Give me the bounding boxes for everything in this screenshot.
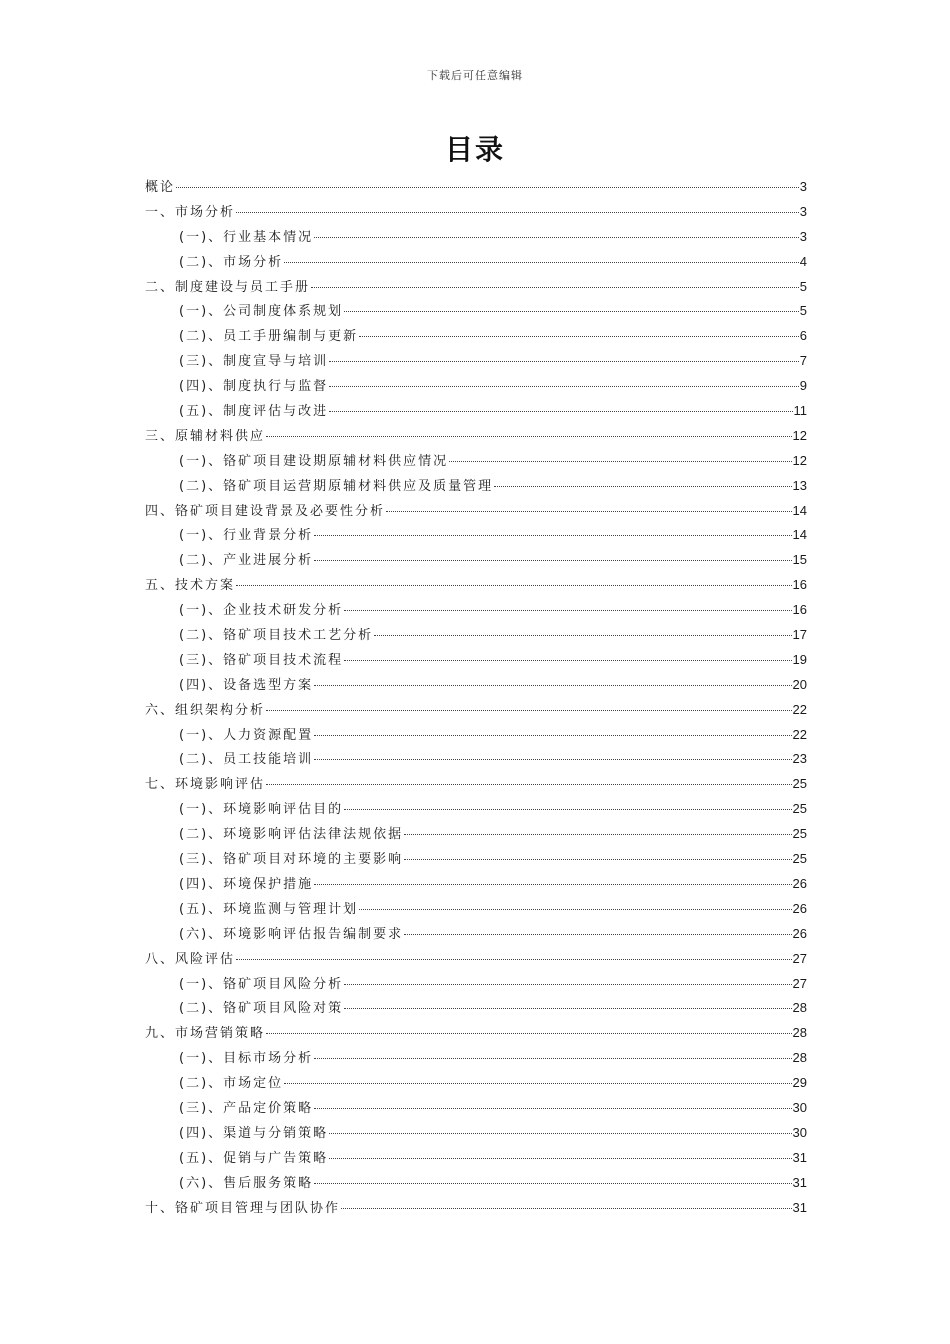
toc-dot-leader xyxy=(314,685,791,686)
toc-entry[interactable] xyxy=(145,749,807,774)
toc-entry[interactable] xyxy=(145,426,807,451)
toc-dot-leader xyxy=(386,511,792,512)
toc-entry-label: (六)、环境影响评估报告编制要求 xyxy=(179,926,404,942)
toc-entry[interactable] xyxy=(145,575,807,600)
toc-dot-leader xyxy=(374,635,791,636)
toc-entry-label: (一)、目标市场分析 xyxy=(179,1051,314,1067)
toc-entry[interactable] xyxy=(145,774,807,799)
toc-entry[interactable] xyxy=(145,1098,807,1123)
toc-dot-leader xyxy=(266,710,792,711)
toc-entry-page: 3 xyxy=(799,203,807,219)
toc-entry[interactable] xyxy=(145,1073,807,1098)
toc-entry-label: (二)、铬矿项目技术工艺分析 xyxy=(179,628,374,644)
toc-entry-label: 五、技术方案 xyxy=(145,578,236,594)
toc-dot-leader xyxy=(314,735,791,736)
toc-entry-label: 七、环境影响评估 xyxy=(145,777,266,793)
toc-entry[interactable] xyxy=(145,451,807,476)
toc-entry-page: 22 xyxy=(792,726,807,742)
toc-entry-page: 25 xyxy=(792,851,807,867)
toc-entry-page: 29 xyxy=(792,1075,807,1091)
toc-entry[interactable] xyxy=(145,974,807,999)
toc-entry-page: 20 xyxy=(792,676,807,692)
toc-entry-label: (二)、员工技能培训 xyxy=(179,752,314,768)
toc-entry[interactable] xyxy=(145,1173,807,1198)
toc-dot-leader xyxy=(329,1133,791,1134)
toc-entry-page: 5 xyxy=(799,303,807,319)
toc-entry-page: 30 xyxy=(792,1124,807,1140)
toc-entry[interactable] xyxy=(145,252,807,277)
toc-entry[interactable] xyxy=(145,849,807,874)
toc-entry-label: (二)、铬矿项目风险对策 xyxy=(179,1001,344,1017)
toc-entry[interactable] xyxy=(145,924,807,949)
toc-entry-label: (三)、产品定价策略 xyxy=(179,1100,314,1116)
toc-dot-leader xyxy=(314,535,791,536)
toc-entry-label: 九、市场营销策略 xyxy=(145,1026,266,1042)
toc-entry[interactable] xyxy=(145,725,807,750)
toc-entry-page: 26 xyxy=(792,875,807,891)
toc-entry-page: 16 xyxy=(792,602,807,618)
toc-entry-page: 3 xyxy=(799,228,807,244)
toc-entry-page: 31 xyxy=(792,1174,807,1190)
toc-entry-label: (一)、企业技术研发分析 xyxy=(179,603,344,619)
toc-entry[interactable] xyxy=(145,998,807,1023)
toc-entry-page: 23 xyxy=(792,751,807,767)
toc-dot-leader xyxy=(176,187,799,188)
toc-entry[interactable] xyxy=(145,202,807,227)
toc-dot-leader xyxy=(314,759,791,760)
toc-entry[interactable] xyxy=(145,326,807,351)
toc-entry-page: 12 xyxy=(792,427,807,443)
header-note: 下载后可任意编辑 xyxy=(427,69,523,82)
toc-entry-page: 19 xyxy=(792,651,807,667)
toc-entry-page: 6 xyxy=(799,328,807,344)
toc-entry[interactable] xyxy=(145,600,807,625)
toc-entry-page: 14 xyxy=(792,527,807,543)
toc-entry-page: 30 xyxy=(792,1099,807,1115)
toc-entry-label: (五)、制度评估与改进 xyxy=(179,404,329,420)
toc-entry-page: 9 xyxy=(799,378,807,394)
toc-entry[interactable] xyxy=(145,550,807,575)
toc-entry[interactable] xyxy=(145,799,807,824)
toc-entry-page: 25 xyxy=(792,826,807,842)
toc-entry-label: (一)、人力资源配置 xyxy=(179,727,314,743)
toc-entry-label: 三、原辅材料供应 xyxy=(145,428,266,444)
toc-dot-leader xyxy=(404,934,791,935)
table-of-contents xyxy=(145,177,807,1222)
toc-entry-page: 7 xyxy=(799,353,807,369)
toc-entry[interactable] xyxy=(145,1123,807,1148)
toc-entry-label: 四、铬矿项目建设背景及必要性分析 xyxy=(145,503,386,519)
toc-entry-label: 概论 xyxy=(145,180,176,195)
toc-dot-leader xyxy=(344,311,799,312)
toc-entry-label: (五)、环境监测与管理计划 xyxy=(179,901,359,917)
toc-entry[interactable] xyxy=(145,1148,807,1173)
toc-entry-label: (二)、市场分析 xyxy=(179,254,284,270)
toc-entry-label: 二、制度建设与员工手册 xyxy=(145,279,311,295)
toc-dot-leader xyxy=(236,959,792,960)
toc-entry-label: (四)、设备选型方案 xyxy=(179,677,314,693)
toc-entry-label: (一)、铬矿项目风险分析 xyxy=(179,976,344,992)
toc-entry[interactable] xyxy=(145,625,807,650)
toc-entry-label: (一)、行业背景分析 xyxy=(179,528,314,544)
toc-entry[interactable] xyxy=(145,227,807,252)
toc-entry-label: (一)、铬矿项目建设期原辅材料供应情况 xyxy=(179,453,449,469)
toc-dot-leader xyxy=(329,411,792,412)
toc-dot-leader xyxy=(344,984,791,985)
toc-dot-leader xyxy=(266,784,792,785)
toc-entry-page: 27 xyxy=(792,950,807,966)
toc-entry-label: (一)、公司制度体系规划 xyxy=(179,304,344,320)
toc-dot-leader xyxy=(449,461,791,462)
toc-entry[interactable] xyxy=(145,1198,807,1223)
toc-entry[interactable] xyxy=(145,501,807,526)
toc-entry-label: (二)、铬矿项目运营期原辅材料供应及质量管理 xyxy=(179,478,494,494)
toc-dot-leader xyxy=(329,1158,791,1159)
toc-entry-label: 八、风险评估 xyxy=(145,951,236,967)
toc-entry[interactable] xyxy=(145,675,807,700)
toc-entry[interactable] xyxy=(145,301,807,326)
toc-dot-leader xyxy=(344,809,791,810)
toc-dot-leader xyxy=(359,909,791,910)
toc-dot-leader xyxy=(341,1208,792,1209)
toc-dot-leader xyxy=(314,237,799,238)
toc-entry-page: 13 xyxy=(792,477,807,493)
toc-entry-page: 14 xyxy=(792,502,807,518)
toc-entry[interactable] xyxy=(145,874,807,899)
toc-entry-page: 22 xyxy=(792,701,807,717)
toc-entry-page: 27 xyxy=(792,975,807,991)
toc-entry[interactable] xyxy=(145,1048,807,1073)
toc-entry[interactable] xyxy=(145,376,807,401)
toc-entry[interactable] xyxy=(145,700,807,725)
toc-entry-page: 12 xyxy=(792,452,807,468)
toc-entry[interactable] xyxy=(145,525,807,550)
toc-entry-label: (三)、铬矿项目对环境的主要影响 xyxy=(179,852,404,868)
toc-entry-page: 15 xyxy=(792,552,807,568)
toc-dot-leader xyxy=(359,336,799,337)
toc-entry[interactable] xyxy=(145,476,807,501)
toc-entry-label: (四)、渠道与分销策略 xyxy=(179,1125,329,1141)
toc-entry[interactable] xyxy=(145,650,807,675)
toc-entry-page: 17 xyxy=(792,627,807,643)
toc-dot-leader xyxy=(236,212,799,213)
toc-entry-label: (四)、制度执行与监督 xyxy=(179,379,329,395)
toc-entry-label: (一)、行业基本情况 xyxy=(179,229,314,245)
toc-entry[interactable] xyxy=(145,177,807,202)
toc-dot-leader xyxy=(314,1183,791,1184)
toc-entry-label: (三)、制度宣导与培训 xyxy=(179,354,329,370)
toc-dot-leader xyxy=(344,660,791,661)
toc-entry-page: 26 xyxy=(792,900,807,916)
toc-entry-label: (一)、环境影响评估目的 xyxy=(179,802,344,818)
toc-entry-label: 六、组织架构分析 xyxy=(145,702,266,718)
toc-dot-leader xyxy=(266,1033,792,1034)
toc-entry-page: 31 xyxy=(792,1199,807,1215)
toc-dot-leader xyxy=(344,610,791,611)
toc-entry[interactable] xyxy=(145,949,807,974)
toc-dot-leader xyxy=(284,262,799,263)
toc-entry-page: 11 xyxy=(793,403,807,419)
toc-entry-page: 28 xyxy=(792,1000,807,1016)
toc-entry-page: 25 xyxy=(792,776,807,792)
toc-entry-label: (二)、产业进展分析 xyxy=(179,553,314,569)
toc-entry[interactable] xyxy=(145,401,807,426)
toc-dot-leader xyxy=(236,585,792,586)
toc-dot-leader xyxy=(329,361,799,362)
toc-entry-label: 一、市场分析 xyxy=(145,204,236,220)
toc-entry-page: 28 xyxy=(792,1050,807,1066)
toc-entry[interactable] xyxy=(145,899,807,924)
toc-entry[interactable] xyxy=(145,277,807,302)
toc-entry-label: (四)、环境保护措施 xyxy=(179,876,314,892)
toc-entry-label: (二)、市场定位 xyxy=(179,1076,284,1092)
toc-entry-page: 4 xyxy=(799,253,807,269)
toc-dot-leader xyxy=(404,859,791,860)
toc-dot-leader xyxy=(404,834,791,835)
toc-entry-page: 25 xyxy=(792,801,807,817)
toc-dot-leader xyxy=(314,560,791,561)
toc-entry-page: 28 xyxy=(792,1025,807,1041)
toc-dot-leader xyxy=(266,436,792,437)
toc-dot-leader xyxy=(314,884,791,885)
toc-dot-leader xyxy=(329,386,799,387)
toc-entry[interactable] xyxy=(145,1023,807,1048)
toc-dot-leader xyxy=(314,1108,791,1109)
toc-dot-leader xyxy=(344,1008,791,1009)
toc-entry-label: (六)、售后服务策略 xyxy=(179,1175,314,1191)
toc-entry-label: (五)、促销与广告策略 xyxy=(179,1150,329,1166)
toc-entry-page: 31 xyxy=(792,1149,807,1165)
page-title: 目录 xyxy=(444,133,505,166)
toc-entry-page: 26 xyxy=(792,925,807,941)
toc-dot-leader xyxy=(494,486,791,487)
toc-entry[interactable] xyxy=(145,351,807,376)
toc-entry-page: 16 xyxy=(792,577,807,593)
toc-dot-leader xyxy=(314,1058,791,1059)
toc-entry-label: (二)、员工手册编制与更新 xyxy=(179,329,359,345)
toc-dot-leader xyxy=(284,1083,791,1084)
toc-entry-page: 5 xyxy=(799,278,807,294)
toc-entry-label: (二)、环境影响评估法律法规依据 xyxy=(179,827,404,843)
toc-entry-label: (三)、铬矿项目技术流程 xyxy=(179,652,344,668)
toc-entry-page: 3 xyxy=(799,179,807,194)
toc-entry-label: 十、铬矿项目管理与团队协作 xyxy=(145,1200,341,1216)
toc-entry[interactable] xyxy=(145,824,807,849)
toc-dot-leader xyxy=(311,287,799,288)
